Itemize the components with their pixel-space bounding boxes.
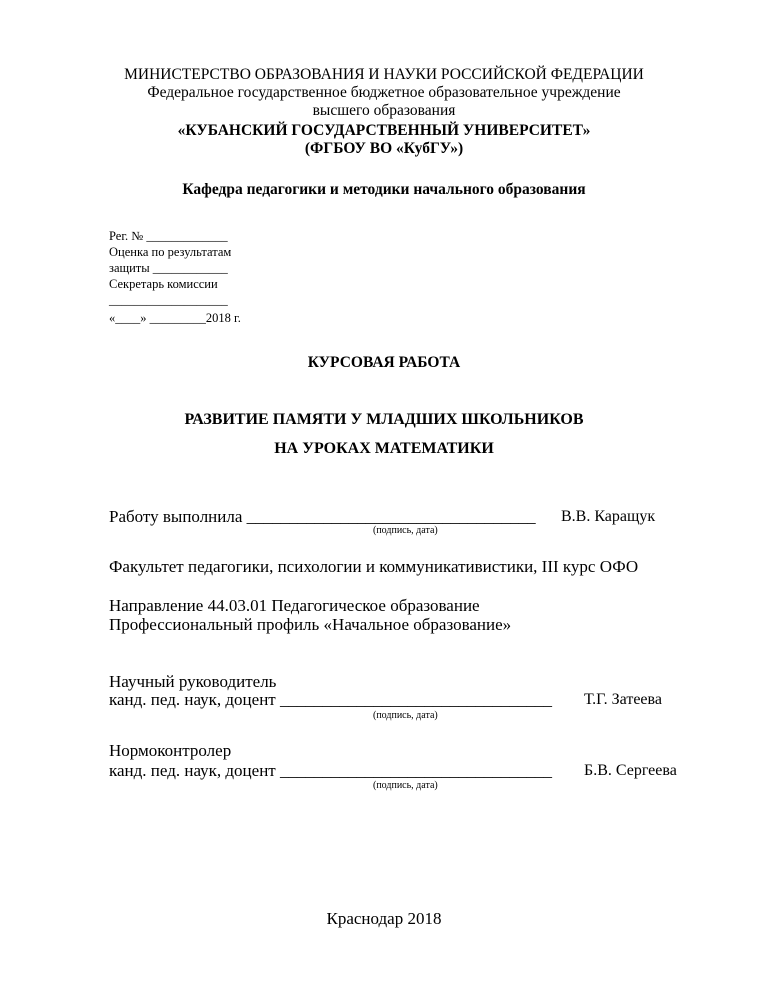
- direction-line: Направление 44.03.01 Педагогическое образование: [109, 596, 480, 615]
- author-name: В.В. Каращук: [561, 508, 656, 525]
- supervisor-label: канд. пед. наук, доцент ________________________________: [109, 690, 552, 709]
- registration-date: «____» _________2018 г.: [109, 311, 241, 325]
- university-abbreviation: (ФГБОУ ВО «КубГУ»): [304, 140, 464, 157]
- secretary-signature-blank: ___________________: [109, 293, 228, 307]
- university-name: «КУБАНСКИЙ ГОСУДАРСТВЕННЫЙ УНИВЕРСИТЕТ»: [177, 122, 591, 139]
- author-signature-hint: (подпись, дата): [373, 525, 438, 536]
- city-year: Краснодар 2018: [326, 909, 442, 928]
- grade-label-line2: защиты ____________: [109, 261, 228, 275]
- reg-number-field: Рег. № _____________: [109, 229, 228, 243]
- work-title-line2: НА УРОКАХ МАТЕМАТИКИ: [274, 440, 494, 457]
- institution-type-line: Федеральное государственное бюджетное образовательное учреждение: [147, 84, 621, 101]
- normcontroller-signature-hint: (подпись, дата): [373, 780, 438, 791]
- work-title-line1: РАЗВИТИЕ ПАМЯТИ У МЛАДШИХ ШКОЛЬНИКОВ: [184, 411, 584, 428]
- normcontroller-name: Б.В. Сергеева: [584, 762, 677, 779]
- supervisor-name: Т.Г. Затеева: [584, 691, 662, 708]
- work-type: КУРСОВАЯ РАБОТА: [307, 354, 461, 371]
- supervisor-signature-hint: (подпись, дата): [373, 710, 438, 721]
- normcontroller-role: Нормоконтролер: [109, 741, 232, 760]
- faculty-line: Факультет педагогики, психологии и коммуникативистики, III курс ОФО: [109, 557, 639, 576]
- department-name: Кафедра педагогики и методики начального образования: [182, 181, 586, 198]
- profile-line: Профессиональный профиль «Начальное образование»: [109, 615, 512, 634]
- author-label: Работу выполнила __________________________________: [109, 507, 536, 526]
- education-level-line: высшего образования: [312, 102, 456, 119]
- supervisor-role: Научный руководитель: [109, 672, 277, 691]
- secretary-label: Секретарь комиссии: [109, 277, 218, 291]
- normcontroller-label: канд. пед. наук, доцент ________________________________: [109, 761, 552, 780]
- grade-label-line1: Оценка по результатам: [109, 245, 232, 259]
- ministry-line: МИНИСТЕРСТВО ОБРАЗОВАНИЯ И НАУКИ РОССИЙСКОЙ ФЕДЕРАЦИИ: [124, 66, 644, 83]
